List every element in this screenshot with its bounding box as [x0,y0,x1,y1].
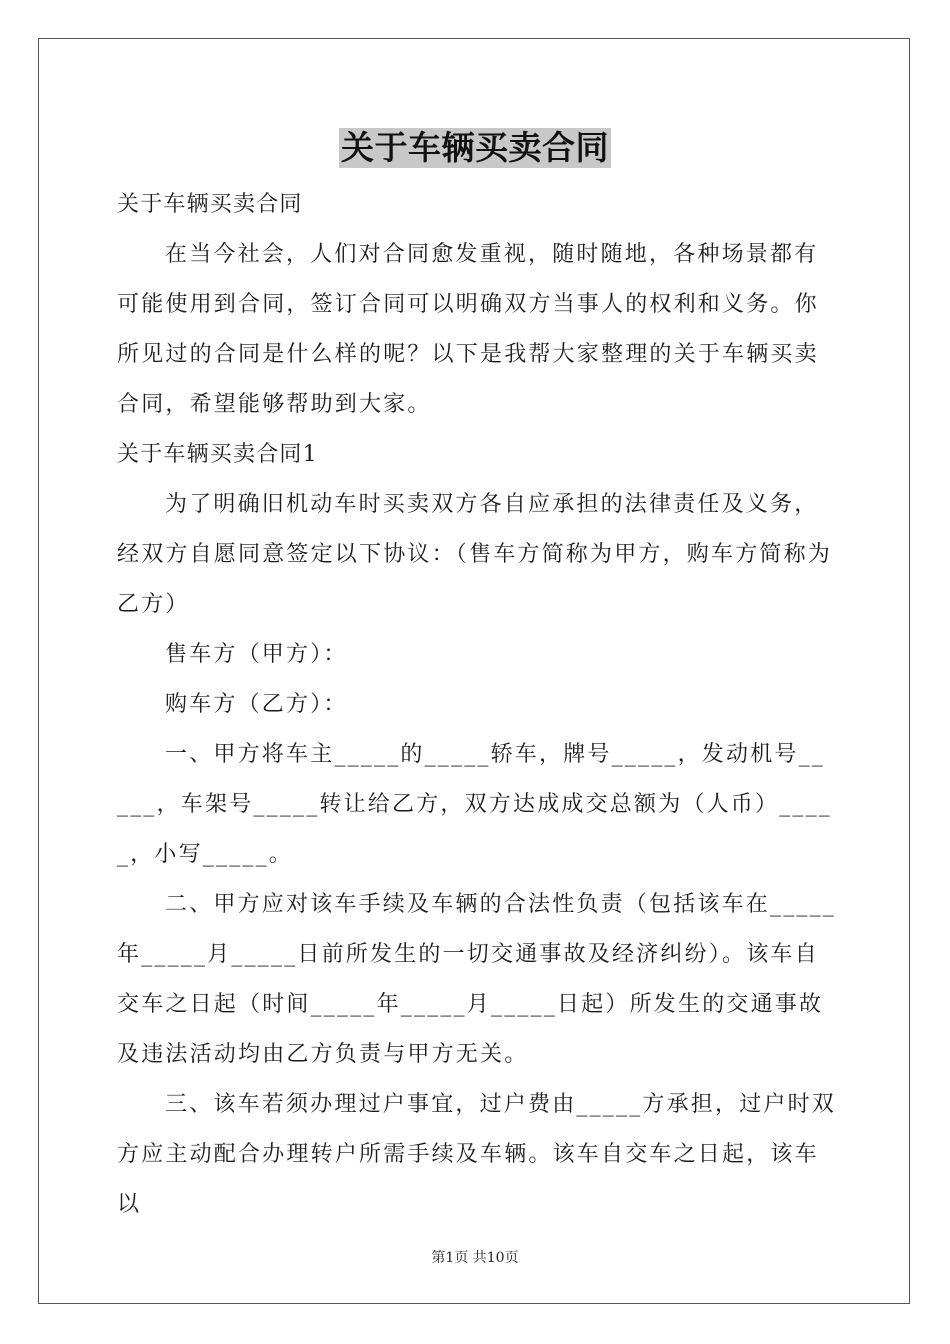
section-heading: 关于车辆买卖合同1 [117,442,318,467]
document-body [117,180,837,1230]
document-title: 关于车辆买卖合同 [341,128,609,167]
clause-one: 一、甲方将车主_____的_____轿车，牌号_____，发动机号_____，车架号_____转让给乙方，双方达成成交总额为（人币）_____，小写_____。 [117,742,833,867]
clause-two: 二、甲方应对该车手续及车辆的合法性负责（包括该车在_____年_____月_____日前所发生的一切交通事故及经济纠纷）。该车自交车之日起（时间_____年_____月_____日起）所发生的交通事故及违法活动均由乙方负责与甲方无关。 [117,892,837,1067]
intro-paragraph: 在当今社会，人们对合同愈发重视，随时随地，各种场景都有可能使用到合同，签订合同可以明确双方当事人的权利和义务。你所见过的合同是什么样的呢？以下是我帮大家整理的关于车辆买卖合同，希望能够帮助到大家。 [117,242,819,417]
agreement-paragraph: 为了明确旧机动车时买卖双方各自应承担的法律责任及义务，经双方自愿同意签定以下协议：（售车方简称为甲方，购车方简称为乙方） [117,492,833,617]
title-container [0,128,950,168]
subtitle-paragraph: 关于车辆买卖合同 [117,192,303,217]
page-footer: 第1页 共10页 [431,1250,519,1266]
seller-line: 售车方（甲方）： [165,642,348,667]
buyer-line: 购车方（乙方）： [165,692,348,717]
clause-three: 三、该车若须办理过户事宜，过户费由_____方承担，过户时双方应主动配合办理转户所需手续及车辆。该车自交车之日起，该车以 [117,1092,837,1217]
